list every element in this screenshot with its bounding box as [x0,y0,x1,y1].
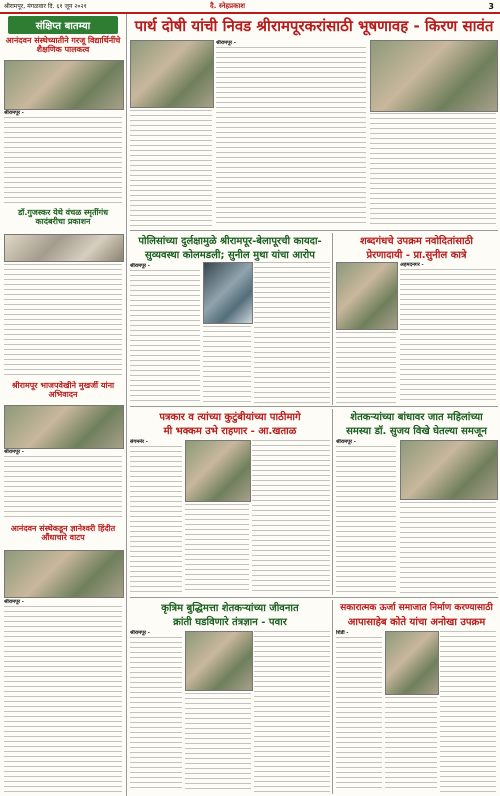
ai-story-body-b [185,693,251,792]
top-story-photo-left [130,40,214,108]
brief-item-2-headline: डॉ.गुजस्कर येथे वंचळ स्मृतींगंध कादंबरीचा प्रकाशन [17,208,109,227]
masthead-title: दै. स्नेहप्रकाश [210,1,246,10]
women-story-headline-2: समस्या डॉ. सुजय विखे घेतल्या समजून [346,426,487,437]
journalist-story-headline-1: पत्रकार व त्यांच्या कुटुंबीयांच्या पाठीमागे [159,412,301,423]
shabdagandh-photo [336,262,398,330]
brief-item-3-byline: श्रीरामपूर - [4,449,24,455]
top-story-headline: पार्थ दोषी यांची निवड श्रीरामपूरकरांसाठी भूषणावह - किरण सावंत [134,17,494,35]
shabdagandh-byline: अहमदनगर - [400,262,424,268]
top-story-body-right [370,113,496,228]
brief-item-1-body [4,117,122,205]
police-story-headline-1: पोलिसांच्या दुर्लक्षामुळे श्रीरामपूर-बेलापूरची कायदा- [138,236,322,247]
police-story-body-b [203,326,251,404]
coop-story-headline-2: आपासाहेब कोते यांचा अनोखा उपक्रम [347,617,486,628]
divider [332,409,333,595]
journalist-story-byline: संगमनेर - [130,439,148,445]
shabdagandh-body [400,269,496,404]
ai-story-body-a [130,637,182,792]
ai-story-headline-2: क्रांती घडविणारे तंत्रज्ञान - पवार [173,617,287,628]
brief-item-4-byline: श्रीरामपूर - [4,599,24,605]
coop-story-byline: शिर्डी - [336,630,349,636]
brief-item-2-body [4,264,122,378]
journalist-story-body-b [185,504,249,594]
women-story-photo [400,440,498,500]
journalist-story-photo [185,440,251,502]
police-story-headline-2: सुव्यवस्था कोलमडली; सुनील मुथा यांचा आरोप [145,250,315,261]
police-story-byline: श्रीरामपूर - [130,263,150,269]
coop-story-headline-1: सकारात्मक ऊर्जा समाजात निर्माण करण्यासाठी [340,603,493,613]
brief-item-1-photo [4,60,124,110]
journalist-story-body-a [130,446,182,594]
divider [332,600,333,794]
journalist-story-headline-2: मी भक्कम उभे राहणार - आ.खताळ [163,426,297,437]
women-story-headline-1: शेतकऱ्यांच्या बांधावर जात महिलांच्या [350,412,483,423]
divider [130,406,498,407]
ai-story-body-c [254,631,330,792]
top-story-body [216,47,366,227]
women-story-byline: श्रीरामपूर - [336,439,356,445]
masthead-date: श्रीरामपूर, मंगळवार दि. ६१ जून २०२१ [4,3,87,10]
top-story-body-left [130,110,212,228]
coop-story-body-a [336,637,382,792]
divider [332,233,333,405]
coop-story-photo [385,631,439,695]
brief-item-4-body [4,606,122,792]
coop-story-body-c [440,631,496,792]
page-number: 3 [488,1,494,11]
brief-item-4-headline: आनंदवन संस्थेकडून ज्ञानेश्वरी हिंदीत औंधाचारे वाटप [10,524,116,543]
police-story-body-a [130,270,200,404]
journalist-story-body-c [252,440,330,594]
ai-story-byline: श्रीरामपूर - [130,630,150,636]
top-story-byline: श्रीरामपूर - [216,40,236,46]
divider [130,597,498,598]
ai-story-headline-1: कृत्रिम बुद्धिमत्ता शेतकऱ्यांच्या जीवनात [161,603,299,614]
shabdagandh-body-left [336,332,396,404]
brief-news-label: संक्षिप्त बातम्या [8,16,118,34]
women-story-body-b [400,502,496,594]
coop-story-body-b [385,697,437,792]
brief-item-3-photo [4,405,124,449]
brief-item-3-body [4,456,122,520]
brief-item-4-photo [4,550,124,598]
shabdagandh-headline-2: प्रेरणादायी - प्रा.सुनील कात्रे [366,250,467,261]
brief-item-3-headline: श्रीरामपूर भाजपवेखीने मुखर्जी यांना अभिवादन [11,381,115,400]
ai-story-photo [185,631,253,691]
divider [130,230,498,231]
brief-item-2-photo [4,234,124,262]
shabdagandh-headline-1: शब्दगंधचे उपक्रम नवोदितांसाठी [360,236,473,247]
masthead [0,0,500,14]
police-story-body-c [254,262,330,404]
women-story-body-a [336,446,396,594]
brief-item-1-byline: श्रीरामपूर - [4,110,24,116]
top-story-photo-right [370,40,498,112]
brief-item-1-headline: आनंदवन संस्थेच्यातीने गरजू विद्यार्थिनींचे शैक्षणिक पालकत्व [5,36,121,55]
police-story-photo [203,262,253,324]
